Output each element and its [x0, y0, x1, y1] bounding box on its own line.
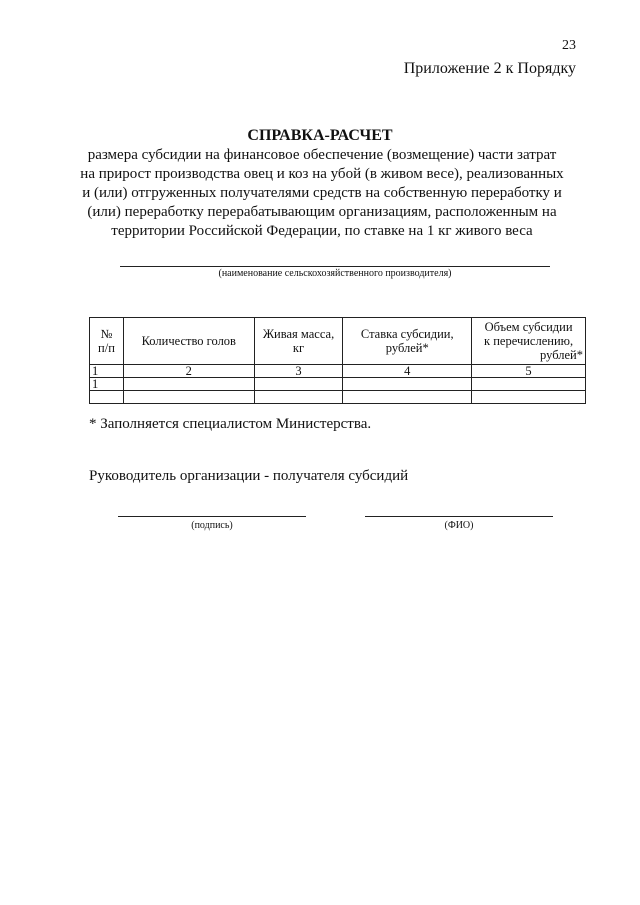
column-number: 3	[254, 365, 343, 378]
page-number: 23	[562, 38, 576, 53]
producer-caption: (наименование сельскохозяйственного производителя)	[218, 268, 452, 279]
footnote: * Заполняется специалистом Министерства.	[89, 416, 372, 432]
table-cell	[472, 391, 586, 404]
subtitle-line: размера субсидии на финансовое обеспечение (возмещение) части затрат	[87, 147, 557, 163]
producer-name-line	[120, 266, 550, 267]
document-subtitle	[80, 146, 564, 241]
table-cell	[123, 391, 254, 404]
table-cell	[90, 391, 124, 404]
column-number: 2	[123, 365, 254, 378]
header-cell-number: № п/п	[90, 318, 124, 365]
table-cell	[254, 378, 343, 391]
column-number: 1	[90, 365, 124, 378]
table-cell	[343, 391, 472, 404]
header-cell-live-weight: Живая масса, кг	[254, 318, 343, 365]
column-number-row	[90, 365, 586, 378]
table-cell	[343, 378, 472, 391]
header-cell-subsidy-rate: Ставка субсидии, рублей*	[343, 318, 472, 365]
table-row	[90, 378, 586, 391]
fio-caption: (ФИО)	[444, 520, 474, 531]
signature-line	[118, 516, 306, 517]
subtitle-line: территории Российской Федерации, по ставке на 1 кг живого веса	[111, 223, 533, 239]
header-cell-subsidy-amount: Объем субсидии к перечислению, рублей*	[472, 318, 586, 365]
signature-caption: (подпись)	[191, 520, 233, 531]
header-cell-head-count: Количество голов	[123, 318, 254, 365]
calculation-table	[89, 317, 586, 404]
subtitle-line: на прирост производства овец и коз на убой (в живом весе), реализованных	[80, 166, 564, 182]
table-cell	[254, 391, 343, 404]
subtitle-line: и (или) отгруженных получателями средств на собственную переработку и	[82, 185, 562, 201]
document-title: СПРАВКА-РАСЧЕТ	[247, 127, 393, 144]
table-header-row	[90, 318, 586, 365]
subtitle-line: (или) переработку перерабатывающим организациям, расположенным на	[87, 204, 557, 220]
appendix-label: Приложение 2 к Порядку	[403, 60, 576, 77]
fio-line	[365, 516, 553, 517]
table-cell	[123, 378, 254, 391]
table-cell: 1	[90, 378, 124, 391]
column-number: 5	[472, 365, 586, 378]
table-cell	[472, 378, 586, 391]
table-row	[90, 391, 586, 404]
column-number: 4	[343, 365, 472, 378]
signatory-title: Руководитель организации - получателя субсидий	[89, 468, 409, 484]
